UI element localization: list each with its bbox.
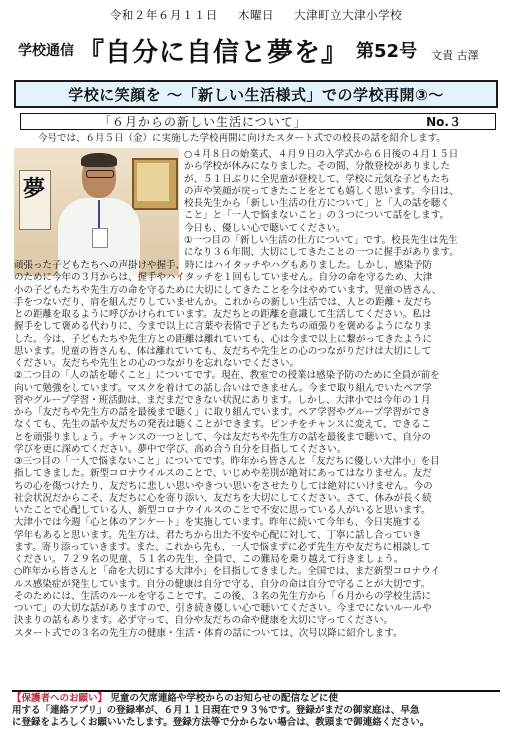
text-line: のために今年の３月からは、握手やハイタッチを１回もしていません。自分の命を守るため、大津 xyxy=(14,272,433,284)
text-line: こと」と「一人で悩まないこと」の３つについて話をします。 xyxy=(184,210,450,222)
text-line: 習やグループ学習・班活動は、まだまだできない状況にあります。しかし、大津小では今年の１月 xyxy=(14,394,431,406)
text-line: との距離を取るように呼びかけられています。友だちとの距離を意識して生活してください。私は xyxy=(14,309,432,320)
text-line: ③三つ目の「一人で悩まないこと」についてです。昨年から皆さんと「友だちに優しい大津小」を目 xyxy=(14,456,440,467)
text-line: 決まりの話もあります。必ず守って、自分や友だちの命や健康を大切に守ってください。 xyxy=(14,615,394,627)
text-line: 向いて勉強をしています。マスクを着けての話し合いはできません。今まで取り組んでいたペア学 xyxy=(14,382,432,394)
newsletter-title: 『自分に自信と夢を』 xyxy=(78,37,349,68)
wall-frame-inner xyxy=(137,163,169,201)
lanyard xyxy=(98,200,100,230)
calligraphy-kanji: 夢 xyxy=(22,176,45,202)
text-line: ください。友だちや先生との心のつながりを忘れないでください。 xyxy=(14,358,300,369)
text-line: ちの心を傷つけたり、友だちに悲しい思いやきつい思いをさせたりしては絶対にいけません。今の xyxy=(14,480,433,492)
right-column-text xyxy=(184,149,459,259)
series-title: 「６月からの新しい生活について」 xyxy=(99,115,307,129)
notice-label: 【保護者へのお願い】 xyxy=(12,693,108,704)
text-line: ②二つ目の「人の話を聴くこと」についてです。現在、教室での授業は感染予防のために全員が前を xyxy=(14,370,440,382)
text-line: 指してきました。新型コロナウイルスのことで、いじめや差別が絶対にあってはなりません。友だ xyxy=(14,468,432,480)
full-width-text xyxy=(14,260,441,640)
notice-line-1 xyxy=(12,693,506,705)
text-line: ①一つ目の「新しい生活の仕方について」です。校長先生は先生 xyxy=(184,234,458,246)
text-line: ます。寄り添っていきます。また、これから先も、一人で悩まずに必ず先生方や友だちに相談して xyxy=(14,541,431,553)
text-line: 大津小では今週「心と体のアンケート」を実施しています。昨年に続いて今年も、今日実施する xyxy=(14,517,422,529)
text-line: ください。７２９名の児童、５１名の先生、全員で、この難局を乗り越えて行きましょう。 xyxy=(14,554,404,565)
school-name: 大津町立大津小学校 xyxy=(294,8,403,22)
masthead xyxy=(18,26,498,74)
date-line xyxy=(0,7,512,23)
text-line: ついて」の大切な話がありますので、引き続き優しい心で聴いてください。今までにないルールや xyxy=(14,603,432,614)
issue-number: 第52号 xyxy=(356,41,418,62)
principal-hair-top xyxy=(81,153,117,167)
editor-credit: 文責 古澤 xyxy=(431,49,479,62)
text-line: した。今は、子どもたちや先生方との距離は離れていても、心は今まで以上に繋がってきたように xyxy=(14,333,433,345)
text-line: になり３６年間、大切にしてきたことの一つに握手があります。 xyxy=(184,247,459,258)
text-line: とを頑張りましょう。チャンスの一つとして、今は友だちや先生方の話を最後まで聴いて、自分の xyxy=(14,431,432,443)
issue-weekday: 木曜日 xyxy=(238,8,274,22)
issue-date: 令和２年６月１１日 xyxy=(109,8,218,22)
text-line: ○昨年から皆さんと「命を大切にする大津小」を目指してきました。全国では、まだ新型コロナウイ xyxy=(14,566,441,578)
notice-text: 児童の欠席連絡や学校からのお知らせの配信などに使 xyxy=(110,693,339,704)
notice-line-2: 用する「連絡アプリ」の登録率が、６月１１日現在で９３％です。登録がまだの御家庭は、早急 xyxy=(12,705,420,716)
text-line: 学年もあると思います。先生方は、君たちから出た不安や心配に対して、丁寧に話し合っていき xyxy=(14,529,422,541)
id-badge xyxy=(92,228,108,248)
text-line: スタート式での３名の先生方の健康・生活・体育の話については、次号以降に紹介します。 xyxy=(14,627,403,639)
parent-notice xyxy=(12,693,506,729)
intro-text: 今号では、６月５日（金）に実施した学校再開に向けたスタート式での校長の話を紹介します。 xyxy=(38,133,446,144)
text-line: 頑張った子どもたちへの声掛けや握手、時にはハイタッチやハグもありました。しかし、感染予防 xyxy=(14,260,433,271)
text-line: 今日も、優しい心で聴いてください。 xyxy=(184,222,346,234)
text-line: なくても、先生の話や友だちの発表は聴くことができます。ピンチをチャンスに変えて、できるこ xyxy=(14,419,431,431)
text-line: いたことで心配している人、新型コロナウイルスのことで不安に思っている人がいると思います。 xyxy=(14,505,431,516)
text-line: 手をつないだり、肩を組んだりしていませんか。これからの新しい生活では、人との距離・友だち xyxy=(14,296,433,308)
text-line: 社会状況だからこそ、友だちに心を寄り添い、友だちを大切にしてください。さて、休みが長く続 xyxy=(14,492,432,504)
notice-divider xyxy=(12,690,500,692)
text-line: ルス感染症が発生しています。自分の健康は自分で守る、自分の命は自分で守ることが大切です。 xyxy=(14,578,431,590)
series-number: No.３ xyxy=(426,115,461,129)
text-line: 学びを更に深めてください。夢中で学び、高め合う自分を目指してください。 xyxy=(14,443,347,455)
newsletter-label: 学校通信 xyxy=(18,43,74,59)
text-line: 小の子どもたちや先生方の命を守るために大切にしてきたことを今はやめています。児童の皆さん、 xyxy=(14,284,442,296)
headline-banner xyxy=(14,80,498,108)
text-line: 校長先生から「新しい生活の仕方について」と「人の話を聴く xyxy=(184,198,450,209)
text-line: の声や笑顔が戻ってきたことをとても嬉しく思います。今日は、 xyxy=(184,185,459,197)
text-line: から「友だちや先生方の話を最後まで聴く」に取り組んでいます。ペア学習やグループ学習ができ xyxy=(14,407,431,418)
notice-line-3: に登録をよろしくお願いいたします。登録方法等で分からない場合は、教頭まで御連絡ください。 xyxy=(12,717,430,728)
text-line: そのためには、生活のルールを守ることです。この後、３名の先生方から「６月からの学校生活に xyxy=(14,590,432,602)
text-line: ○４月８日の始業式、４月９日の入学式から６日後の４月１５日 xyxy=(184,149,459,160)
series-title-box xyxy=(20,113,496,130)
text-line: 思います。児童の皆さんも、体は離れていても、友だちや先生との心のつながりだけは大切にして xyxy=(14,345,432,357)
text-line: から学校が休みになりました。その間、分散登校がありました xyxy=(184,161,451,173)
headline-text: 学校に笑顔を 〜「新しい生活様式」での学校再開③〜 xyxy=(68,85,444,104)
principal-photo xyxy=(14,148,179,276)
text-line: 握手をして褒める代わりに、今まで以上に言葉や表情で子どもたちの頑張りを褒めるようになりま xyxy=(14,321,433,333)
text-line: が、５１日ぶりに全児童が登校して、学校に元気な子どもたち xyxy=(184,173,450,185)
principal-glasses xyxy=(86,170,114,178)
